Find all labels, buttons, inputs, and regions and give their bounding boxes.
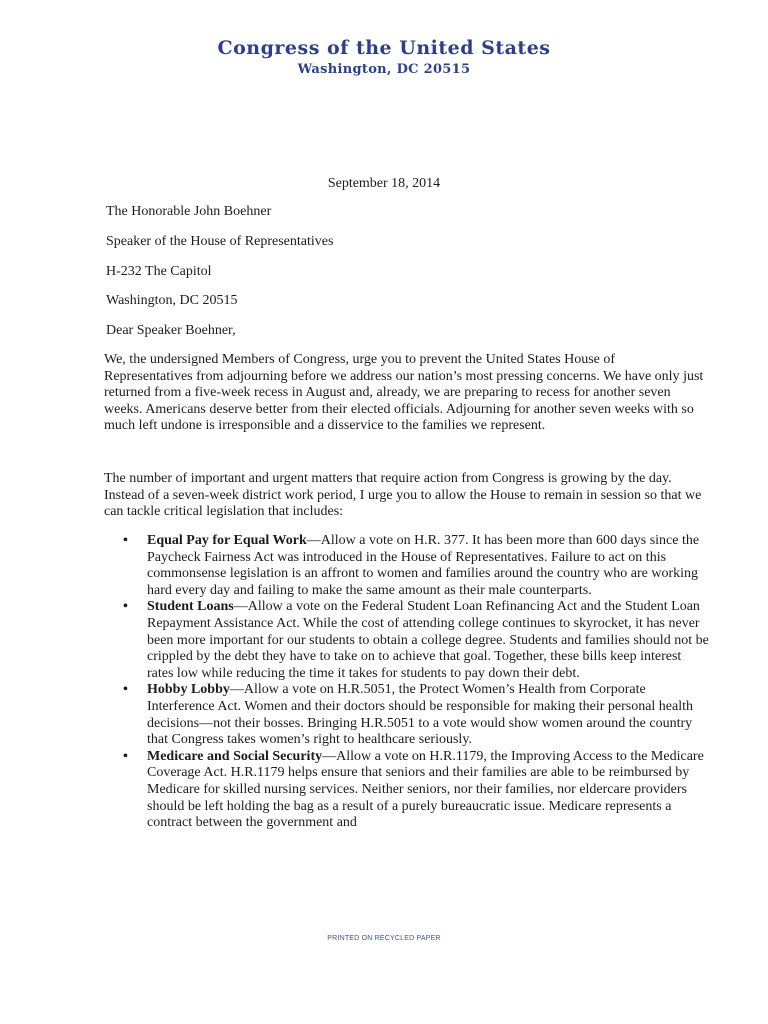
list-item <box>120 682 710 748</box>
bullet-heading: Student Loans <box>147 599 234 615</box>
address-line-name: The Honorable John Boehner <box>106 204 272 219</box>
paragraph-intro: We, the undersigned Members of Congress, urge you to prevent the United States House of Representatives from adjourning before we address our nation’s most pressing concerns. We have only just returned from a five-week recess in August and, already, we are preparing to recess for another seven weeks. Americans deserve better from their elected officials. Adjourning for another seven weeks with so much left undone is irresponsible and a disservice to the families we represent. <box>104 352 704 434</box>
bullet-text: —Allow a vote on H.R.1179, the Improving Access to the Medicare Coverage Act. H.R.1179 helps ensure that seniors and their families are able to be reimbursed by Medicare for skilled nursing services. Neither seniors, nor their families, nor eldercare providers should be left holding the bag as a result of a purely bureaucratic issue. Medicare represents a contract between the government and <box>147 748 704 831</box>
bullet-text: —Allow a vote on H.R.5051, the Protect Women’s Health from Corporate Interference Act. Women and their doctors should be responsible for making their personal health decisions—not their bosses. Bringing H.R.5051 to a vote would show women around the country that Congress takes women’s right to healthcare seriously. <box>147 682 693 748</box>
address-line-office: H-232 The Capitol <box>106 264 212 279</box>
list-item <box>120 533 710 599</box>
bullet-icon: • <box>123 748 128 764</box>
letterhead-subtitle: Washington, DC 20515 <box>297 62 471 77</box>
bullet-heading: Hobby Lobby <box>147 682 230 698</box>
address-line-city: Washington, DC 20515 <box>106 293 238 308</box>
paragraph-matters: The number of important and urgent matters that require action from Congress is growing by the day. Instead of a seven-week district work period, I urge you to allow the House to remain in session so that we can tackle critical legislation that includes: <box>104 471 702 520</box>
address-line-title: Speaker of the House of Representatives <box>106 234 334 249</box>
salutation: Dear Speaker Boehner, <box>106 323 236 338</box>
bullet-icon: • <box>123 599 128 615</box>
letterhead-title: Congress of the United States <box>217 37 551 59</box>
letter-date: September 18, 2014 <box>327 176 441 191</box>
list-item <box>120 749 710 832</box>
letterhead <box>0 36 768 79</box>
bullet-heading: Equal Pay for Equal Work <box>147 533 307 548</box>
bullet-heading: Medicare and Social Security <box>147 748 323 764</box>
recycled-paper-footer: PRINTED ON RECYCLED PAPER <box>327 935 441 942</box>
legislation-list <box>120 533 710 832</box>
bullet-icon: • <box>123 533 128 548</box>
bullet-text: —Allow a vote on the Federal Student Loan Refinancing Act and the Student Loan Repayment Assistance Act. While the cost of attending college continues to skyrocket, it has never been more important for our students to obtain a college degree. Students and families should not be crippled by the debt they have to take on to achieve that goal. Together, these bills keep interest rates low while reducing the time it takes for students to pay down their debt. <box>147 599 709 681</box>
bullet-icon: • <box>123 682 128 698</box>
bullet-text: —Allow a vote on H.R. 377. It has been more than 600 days since the Paycheck Fairness Act was introduced in the House of Representatives. Failure to act on this commonsense legislation is an affront to women and families around the country who are working hard every day and failing to make the same amount as their male counterparts. <box>147 533 700 598</box>
list-item <box>120 599 710 682</box>
